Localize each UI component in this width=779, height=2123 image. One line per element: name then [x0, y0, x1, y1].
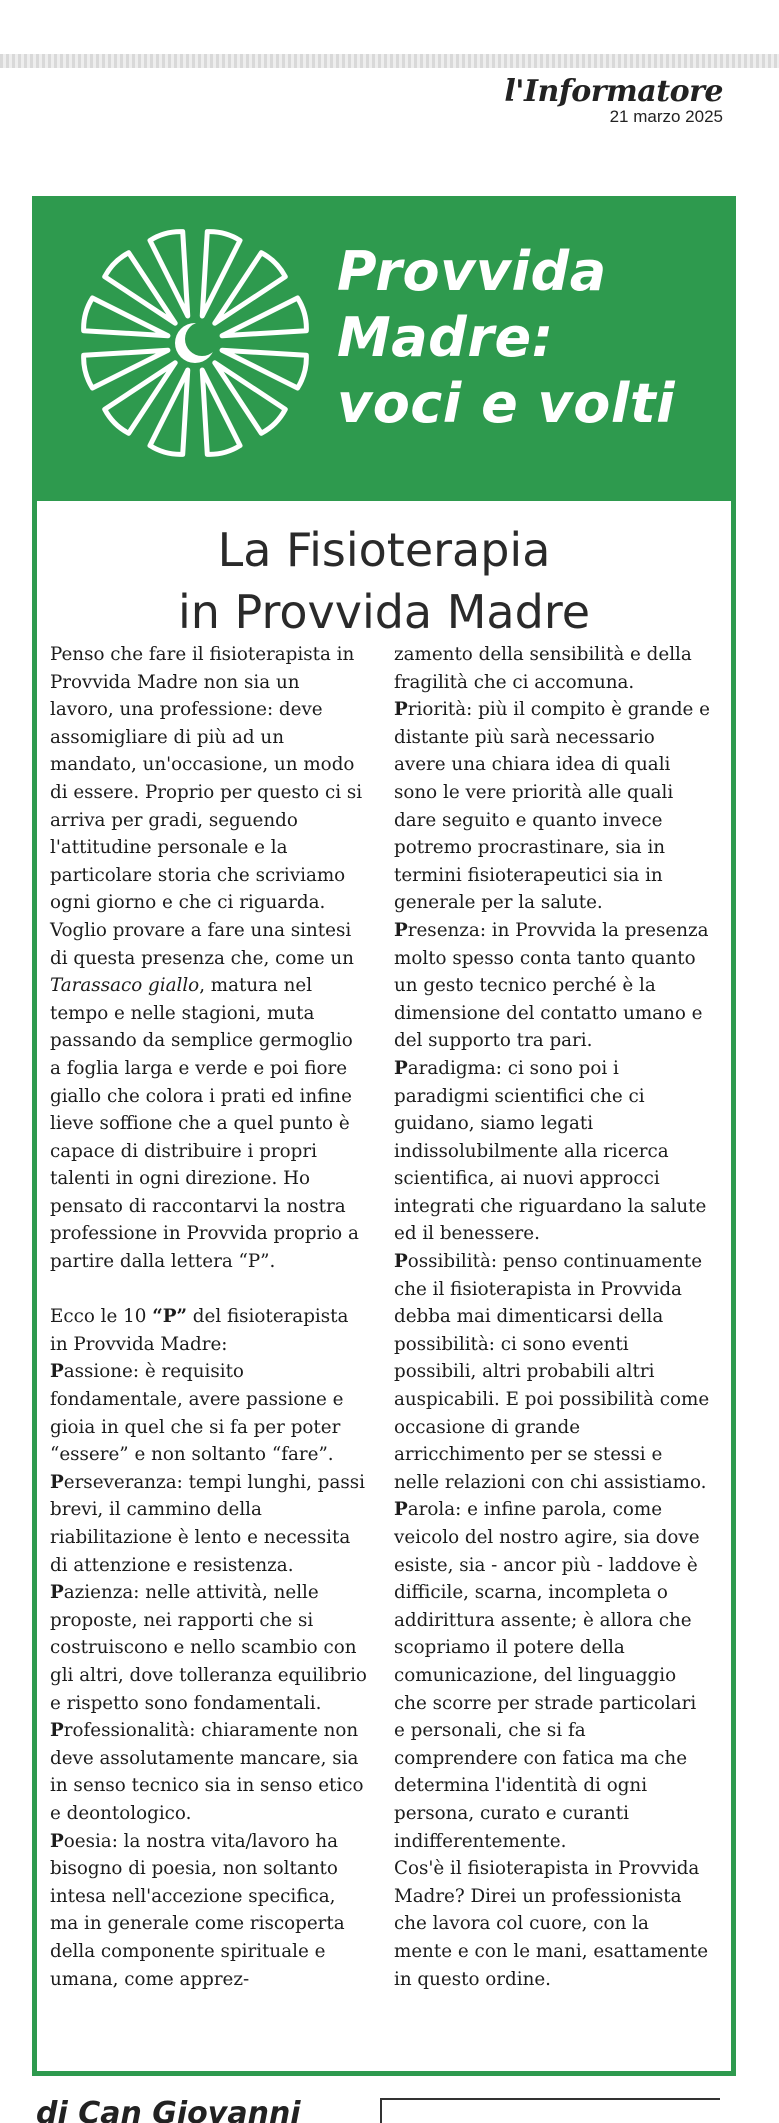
item-text: aradigma: ci sono poi i paradigmi scientifici che ci guidano, siamo legati indissolubilmente alla ricerca scientifica, ai nuovi approcci integrati che riguardano la salute ed il benessere.: [394, 1057, 707, 1245]
logo-petal: [202, 232, 240, 316]
logo-petal: [222, 350, 306, 388]
item-text: rofessionalità: chiaramente non deve assolutamente mancare, sia in senso tecnico sia in senso etico e deontologico.: [50, 1720, 364, 1824]
newspaper-name: l'Informatore: [504, 74, 723, 109]
list-item-professionalita: [50, 1717, 368, 1827]
initial-letter: P: [50, 1582, 64, 1604]
continuation-paragraph: zamento della sensibilità e della fragilità che ci accomuna.: [394, 644, 692, 693]
sun-flower-logo-icon: [75, 223, 315, 463]
initial-letter: P: [394, 1057, 408, 1079]
logo-petal: [215, 253, 285, 323]
list-item-perseveranza: [50, 1469, 368, 1579]
item-text: riorità: più il compito è grande e distante più sarà necessario avere una chiara idea di quali sono le vere priorità alle quali dare seguito e quanto invece potremo procrastinare, sia in termini fisioterapeutici sia in generale per la salute.: [394, 699, 710, 914]
article-title-line: in Provvida Madre: [177, 585, 591, 639]
banner-title: [337, 239, 727, 437]
next-article-box: [380, 2098, 720, 2123]
initial-letter: P: [394, 1499, 408, 1521]
article-title-line: La Fisioterapia: [217, 523, 551, 577]
initial-letter: P: [394, 699, 408, 721]
banner-title-line: Provvida: [337, 240, 607, 303]
scan-top-strip: [0, 54, 779, 68]
list-item-pazienza: [50, 1579, 368, 1717]
right-column: [394, 641, 712, 1993]
logo-petal: [222, 298, 306, 336]
item-text: erseveranza: tempi lunghi, passi brevi, il cammino della riabilitazione è lento e necessita di attenzione e resistenza.: [50, 1471, 365, 1576]
item-text: resenza: in Provvida la presenza molto spesso conta tanto quanto un gesto tecnico perché è la dimensione del contatto umano e del supporto tra pari.: [394, 919, 709, 1052]
closing-paragraph: Cos'è il fisioterapista in Provvida Madre? Direi un professionista che lavora col cuore, con la mente e con le mani, esattamente in questo ordine.: [394, 1858, 709, 1990]
text-run: Ecco le 10: [50, 1306, 153, 1328]
item-text: oesia: la nostra vita/lavoro ha bisogno di poesia, non soltanto intesa nell'accezione specifica, ma in generale come riscoperta della componente spirituale e umana, come apprez-: [50, 1830, 345, 1990]
logo-petal: [150, 232, 188, 316]
item-text: assione: è requisito fondamentale, avere passione e gioia in quel che si fa per poter “essere” e non soltanto “fare”.: [50, 1361, 344, 1466]
list-item-paradigma: [394, 1055, 712, 1248]
masthead: [504, 74, 723, 127]
item-text: azienza: nelle attività, nelle proposte, nei rapporti che si costruiscono e nello scambio con gli altri, dove tolleranza equilibrio e rispetto sono fondamentali.: [50, 1582, 367, 1714]
left-column: [50, 641, 368, 1993]
initial-letter: P: [50, 1720, 64, 1742]
list-item-parola: [394, 1496, 712, 1855]
logo-petal: [150, 370, 188, 454]
section-banner: [37, 201, 731, 501]
item-text: arola: e infine parola, come veicolo del nostro agire, sia dove esiste, sia - ancor più - laddove è difficile, scarna, incompleta o addirittura assente; è allora che scopriamo il potere della comunicazione, del linguaggio che scorre per strade particolari e personali, che si fa comprendere con fatica ma che determina l'identità di ogni persona, curato e curanti indifferentemente.: [394, 1499, 700, 1852]
publication-date: 21 marzo 2025: [609, 107, 723, 126]
bold-p: “P”: [152, 1306, 187, 1328]
list-item-priorita: [394, 696, 712, 917]
banner-title-line: voci e volti: [337, 372, 676, 435]
list-item-presenza: [394, 917, 712, 1055]
initial-letter: P: [50, 1830, 64, 1852]
article-body: [50, 641, 715, 2061]
next-article-fragment: di Can Giovanni: [36, 2096, 301, 2123]
logo-petal: [105, 253, 175, 323]
list-item-poesia: [50, 1828, 368, 1994]
logo-petal: [215, 363, 285, 433]
logo-petal: [105, 363, 175, 433]
initial-letter: P: [50, 1361, 64, 1383]
tarassaco-paragraph: [50, 917, 368, 1276]
text-run: del fisioterapista in Provvida Madre:: [50, 1306, 349, 1355]
item-text: ossibilità: penso continuamente che il fisioterapista in Provvida debba mai dimenticarsi della possibilità: ci sono eventi possibili, altri probabili altri auspicabili. E poi possibilità come occasione di grande arricchimento per se stessi e nelle relazioni con chi assistiamo.: [394, 1251, 710, 1493]
logo-petal: [84, 350, 168, 388]
intro-paragraph: Penso che fare il fisioterapista in Provvida Madre non sia un lavoro, una professione: deve assomigliare di più ad un mandato, un'occasione, un modo di essere. Proprio per questo ci si arriva per gradi, seguendo l'attitudine personale e la particolare storia che scriviamo ogni giorno e che ci riguarda.: [50, 644, 363, 914]
banner-title-line: Madre:: [337, 306, 554, 369]
ten-p-intro: [50, 1303, 368, 1358]
logo-petal: [202, 370, 240, 454]
article-frame: [32, 196, 736, 2076]
list-item-passione: [50, 1358, 368, 1468]
initial-letter: P: [394, 1251, 408, 1273]
text-run: Voglio provare a fare una sintesi di questa presenza che, come un: [50, 919, 354, 969]
text-run: , matura nel tempo e nelle stagioni, muta passando da semplice germoglio a foglia larga e verde e poi fiore giallo che colora i prati ed infine lieve soffione che a quel punto è capace di distribuire i propri talenti in ogni direzione. Ho pensato di raccontarvi la nostra professione in Provvida proprio a partire dalla lettera “P”.: [50, 975, 359, 1273]
list-item-possibilita: [394, 1248, 712, 1496]
italic-term: Tarassaco giallo: [50, 975, 200, 997]
logo-petal: [84, 298, 168, 336]
article-title: [37, 501, 731, 643]
initial-letter: P: [50, 1471, 64, 1493]
initial-letter: P: [394, 919, 408, 941]
